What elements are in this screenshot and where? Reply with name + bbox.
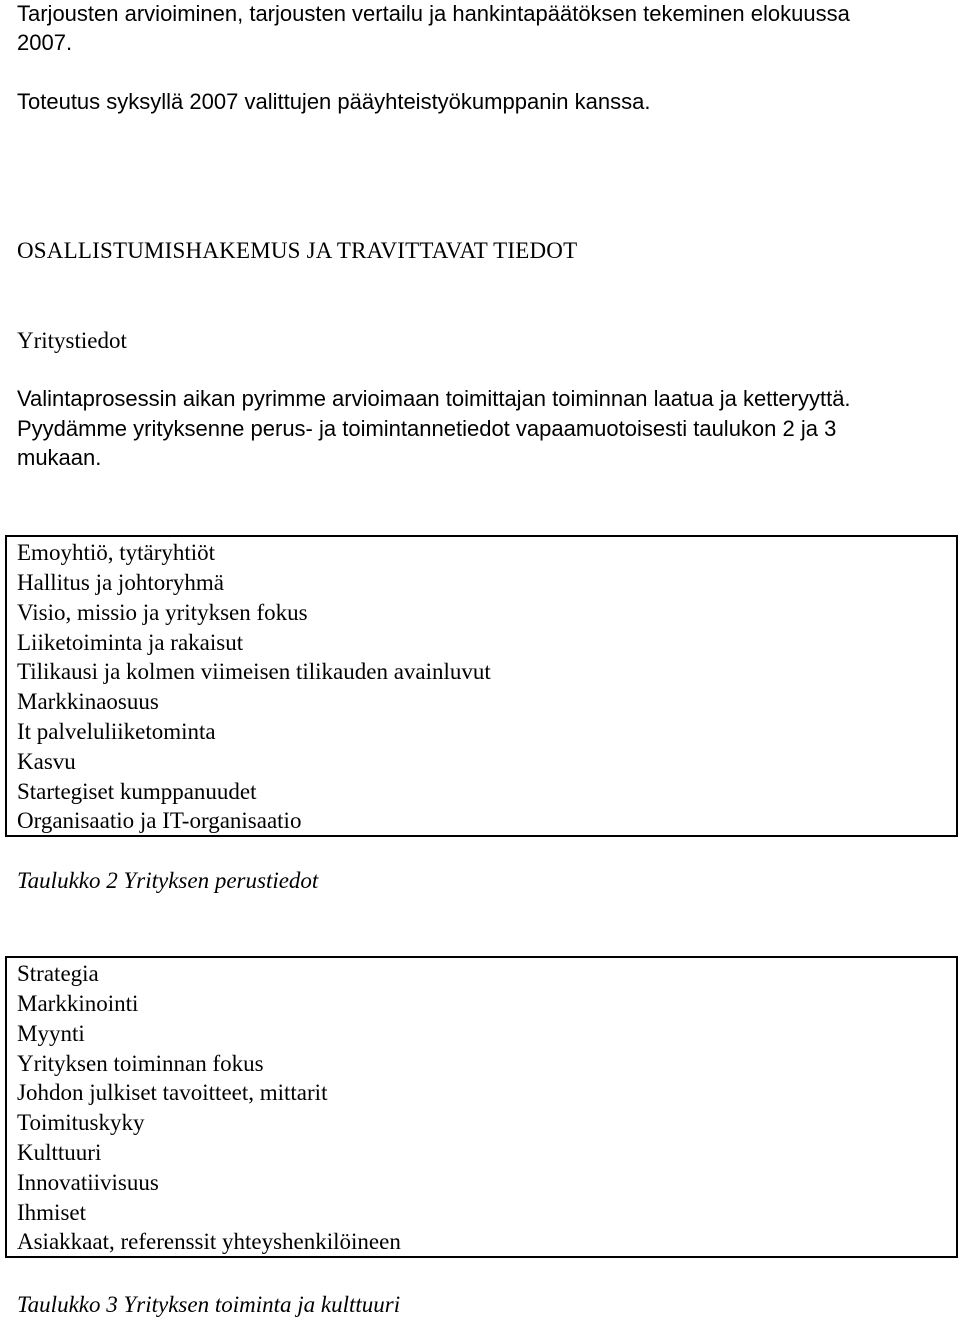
table-row: Yrityksen toiminnan fokus [17,1051,264,1076]
table-row: Liiketoiminta ja rakaisut [17,630,244,655]
table-3-box [5,956,958,1258]
subsection-title: Yritystiedot [17,328,127,353]
table-row: Markkinaosuus [17,689,159,714]
table-row: Kasvu [17,749,76,774]
table-row: Asiakkaat, referenssit yhteyshenkilöineen [17,1229,401,1254]
table-row: Toimituskyky [17,1110,145,1135]
table-2-box [5,535,958,837]
table-row: Organisaatio ja IT-organisaatio [17,808,302,833]
table-row: Kulttuuri [17,1140,102,1165]
intro-line-2: 2007. [17,30,73,55]
table-row: Innovatiivisuus [17,1170,159,1195]
table-row: Tilikausi ja kolmen viimeisen tilikauden avainluvut [17,659,491,684]
paragraph-line-2: Pyydämme yrityksenne perus- ja toimintannetiedot vapaamuotoisesti taulukon 2 ja 3 [17,416,837,441]
table-row: Ihmiset [17,1200,86,1225]
table-row: Strategia [17,961,99,986]
table-row: Myynti [17,1021,85,1046]
paragraph-line-1: Valintaprosessin aikan pyrimme arvioimaan toimittajan toiminnan laatua ja ketteryyttä. [17,386,851,411]
table-row: It palveluliiketominta [17,719,216,744]
table-row: Hallitus ja johtoryhmä [17,570,224,595]
table-3-caption: Taulukko 3 Yrityksen toiminta ja kulttuuri [17,1292,401,1317]
table-row: Emoyhtiö, tytäryhtiöt [17,540,216,565]
paragraph-line-3: mukaan. [17,445,102,470]
section-title: OSALLISTUMISHAKEMUS JA TRAVITTAVAT TIEDOT [17,238,578,263]
table-row: Visio, missio ja yrityksen fokus [17,600,308,625]
table-row: Johdon julkiset tavoitteet, mittarit [17,1080,328,1105]
table-2-caption: Taulukko 2 Yrityksen perustiedot [17,868,319,893]
intro-line-1: Tarjousten arvioiminen, tarjousten vertailu ja hankintapäätöksen tekeminen elokuussa [17,1,850,26]
table-row: Markkinointi [17,991,139,1016]
intro-line-3: Toteutus syksyllä 2007 valittujen pääyhteistyökumppanin kanssa. [17,89,651,114]
table-row: Startegiset kumppanuudet [17,779,257,804]
